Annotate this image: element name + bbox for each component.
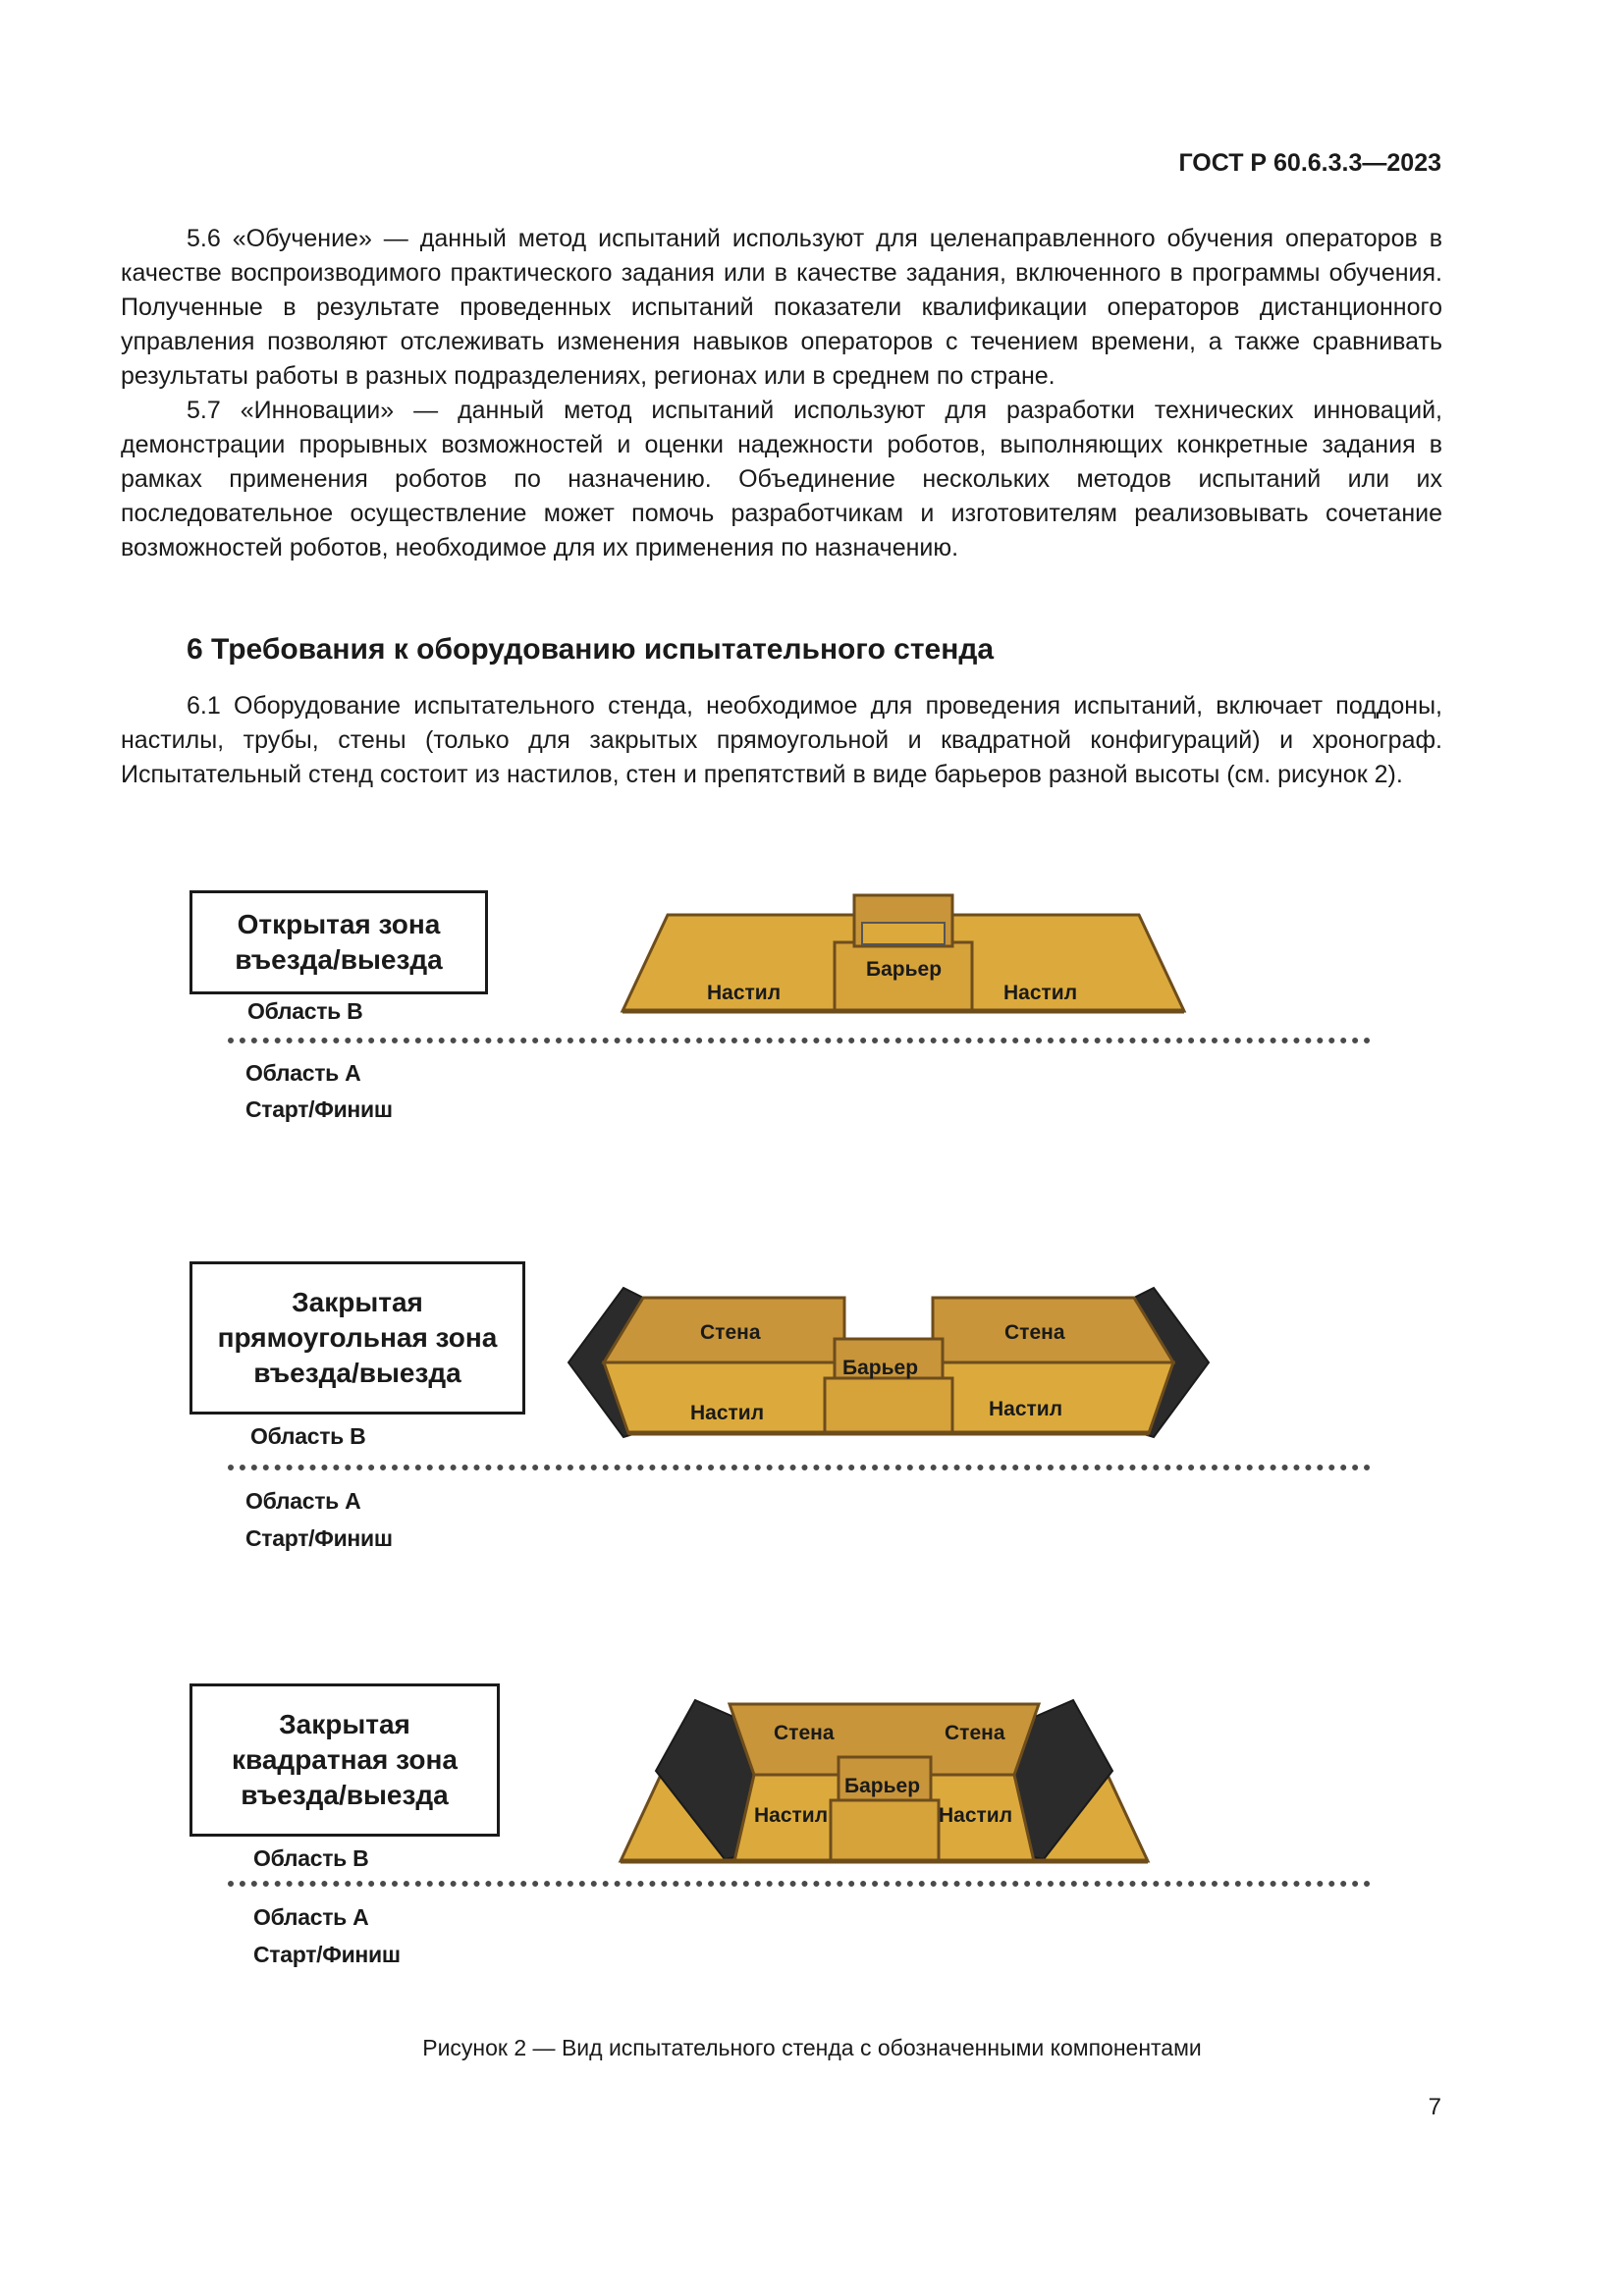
deck-left-label: Настил (707, 982, 782, 1004)
area-a-label: Область А (245, 1488, 361, 1514)
deck-left-label: Настил (690, 1402, 765, 1424)
zone-title-box (189, 1261, 525, 1415)
deck-left-label: Настил (754, 1804, 829, 1827)
zone-title-line: Закрытая (279, 1709, 410, 1739)
figure-panel-rectangular-zone (0, 1256, 1624, 1571)
barrier-front (862, 923, 945, 944)
area-b-label: Область В (247, 998, 363, 1024)
wall-right-label: Стена (1004, 1321, 1065, 1344)
boundary-dotted-line (228, 1465, 1371, 1470)
deck-right-label: Настил (1003, 982, 1078, 1004)
figure-panel-open-zone (0, 864, 1624, 1178)
start-finish-label: Старт/Финиш (253, 1942, 401, 1967)
area-b-label: Область В (253, 1845, 369, 1871)
area-b-label: Область В (250, 1423, 366, 1449)
figure-caption: Рисунок 2 — Вид испытательного стенда с обозначенными компонентами (422, 2035, 1202, 2060)
boundary-dotted-line (228, 1881, 1371, 1887)
deck-right-label: Настил (939, 1804, 1013, 1827)
zone-title-line: въезда/выезда (241, 1780, 449, 1810)
area-a-label: Область А (253, 1904, 369, 1930)
section-heading-6: 6 Требования к оборудованию испытательного стенда (187, 633, 995, 666)
square-zone-stand-illustration (617, 1696, 1152, 1867)
zone-title-line: въезда/выезда (253, 1358, 461, 1388)
zone-title-line: Открытая зона (237, 909, 441, 939)
start-finish-label: Старт/Финиш (245, 1525, 393, 1551)
deck-right-label: Настил (989, 1398, 1063, 1420)
wall-left-label: Стена (774, 1722, 835, 1744)
deck-center-panel (825, 1378, 952, 1433)
paragraph-5-7: 5.7 «Инновации» — данный метод испытаний используют для разработки технических инноваций, демонстрации прорывных возможностей и оценки надежности роботов, выполняющих конкретные задания в рамках применения роботов по назначению. Объединение нескольких методов испытаний или их последовательное осуществление может помочь разработчикам и изготовителям реализовывать сочетание возможностей роботов, необходимое для их применения по назначению. (121, 397, 1442, 561)
rectangular-zone-stand-illustration (565, 1284, 1213, 1445)
boundary-dotted-line (228, 1038, 1371, 1043)
paragraph-6-1: 6.1 Оборудование испытательного стенда, необходимое для проведения испытаний, включает поддоны, настилы, трубы, стены (только для закрытых прямоугольной и квадратной конфигураций) и хронограф. Испытательный стенд состоит из настилов, стен и препятствий в виде барьеров разной высоты (см. рисунок 2). (121, 692, 1442, 788)
barrier-label: Барьер (844, 1775, 921, 1797)
start-finish-label: Старт/Финиш (245, 1096, 393, 1122)
wall-right-label: Стена (945, 1722, 1005, 1744)
zone-title-line: въезда/выезда (235, 944, 443, 975)
body-text-block-2 (121, 689, 1442, 792)
barrier-label: Барьер (842, 1357, 919, 1379)
open-zone-stand-illustration (619, 893, 1188, 1021)
paragraph-5-6: 5.6 «Обучение» — данный метод испытаний используют для целенаправленного обучения операторов в качестве воспроизводимого практического задания или в качестве задания, включенного в программы обучения. Полученные в результате проведенных испытаний показатели квалификации операторов дистанционного управления позволяют отслеживать изменения навыков операторов с течением времени, а также сравнивать результаты работы в разных подразделениях, регионах или в среднем по стране. (121, 225, 1442, 390)
page-number: 7 (1428, 2094, 1441, 2120)
zone-title-box (189, 890, 488, 994)
wall-left-label: Стена (700, 1321, 761, 1344)
body-text-block (121, 222, 1442, 565)
area-a-label: Область А (245, 1060, 361, 1086)
standard-code-header: ГОСТ Р 60.6.3.3—2023 (1178, 149, 1441, 177)
figure-panel-square-zone (0, 1679, 1624, 1993)
zone-title-line: прямоугольная зона (217, 1322, 498, 1353)
zone-title-line: квадратная зона (231, 1744, 458, 1775)
zone-title-line: Закрытая (292, 1287, 423, 1317)
deck-center-panel (831, 1800, 939, 1861)
zone-title-box (189, 1683, 500, 1837)
barrier-label: Барьер (866, 958, 943, 981)
